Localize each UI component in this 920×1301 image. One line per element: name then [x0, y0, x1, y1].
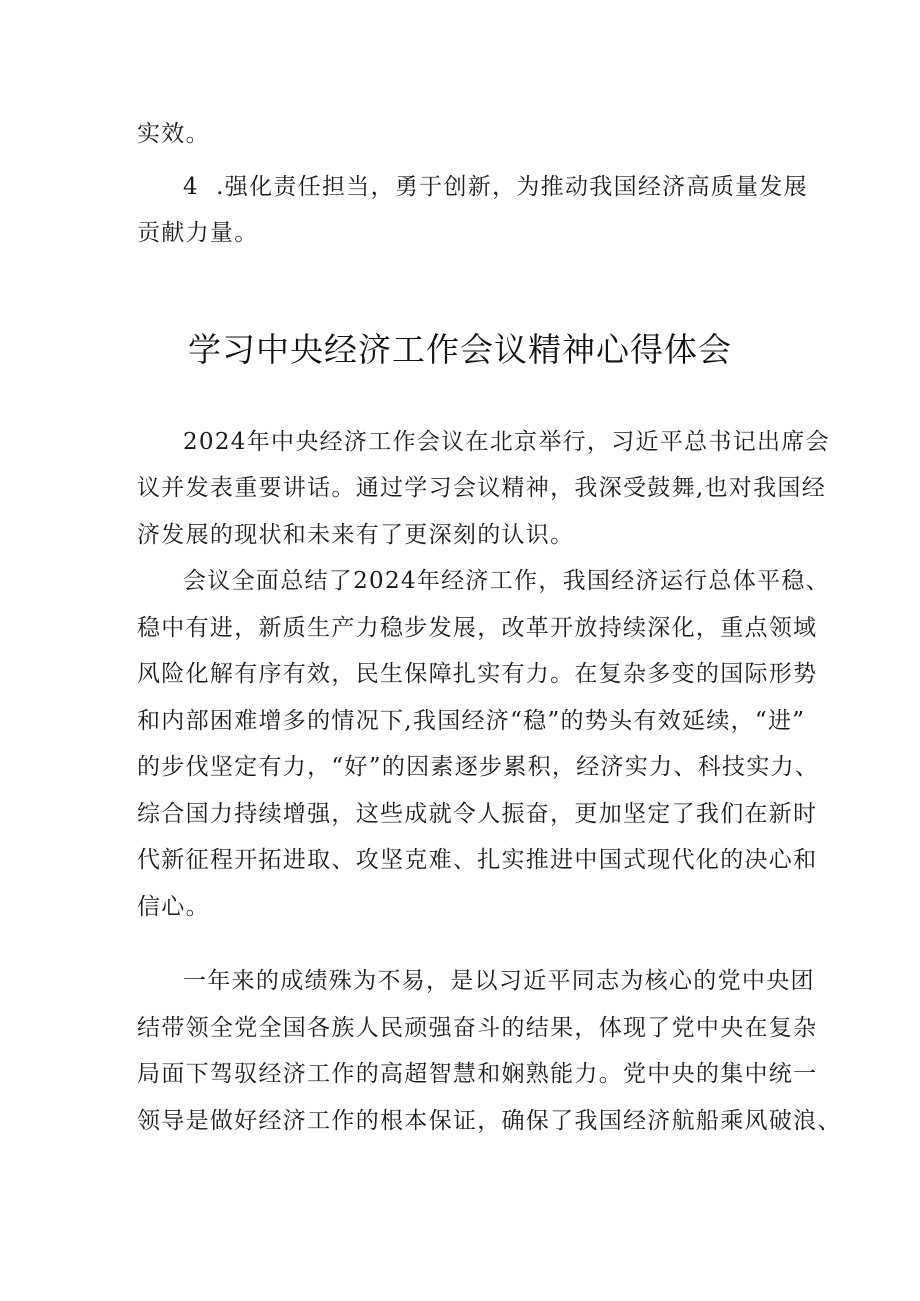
- paragraph-line: 信心。: [137, 894, 210, 920]
- paragraph-line: 一年来的成绩殊为不易，是以习近平同志为核心的党中央团: [183, 968, 815, 994]
- paragraph-line: 会议全面总结了2024年经济工作，我国经济运行总体平稳、: [183, 568, 830, 594]
- paragraph-line: 的步伐坚定有力，“好”的因素逐步累积，经济实力、科技实力、: [137, 754, 820, 780]
- paragraph-line: 综合国力持续增强，这些成就令人振奋，更加坚定了我们在新时: [137, 801, 818, 827]
- paragraph-line: 代新征程开拓进取、攻坚克难、扎实推进中国式现代化的决心和: [137, 847, 818, 873]
- paragraph-line: 稳中有进，新质生产力稳步发展，改革开放持续深化，重点领域: [137, 615, 818, 641]
- paragraph-line: 风险化解有序有效，民生保障扎实有力。在复杂多变的国际形势: [137, 661, 818, 687]
- list-item-4-line-2: 贡献力量。: [137, 220, 259, 246]
- list-item-4-line-1: 4 .强化责任担当，勇于创新，为推动我国经济高质量发展: [183, 174, 808, 200]
- paragraph-line: 2024年中央经济工作会议在北京举行，习近平总书记出席会: [183, 429, 830, 455]
- paragraph-line: 议并发表重要讲话。通过学习会议精神，我深受鼓舞,也对我国经: [137, 475, 827, 501]
- paragraph-line: 济发展的现状和未来有了更深刻的认识。: [137, 522, 575, 548]
- paragraph-line: 和内部困难增多的情况下,我国经济“稳”的势头有效延续，“进”: [137, 708, 806, 734]
- paragraph-line: 结带领全党全国各族人民顽强奋斗的结果，体现了党中央在复杂: [137, 1015, 818, 1041]
- paragraph-line: 局面下驾驭经济工作的高超智慧和娴熟能力。党中央的集中统一: [137, 1061, 818, 1087]
- document-title: 学习中央经济工作会议精神心得体会: [188, 330, 732, 369]
- carryover-line: 实效。: [137, 121, 210, 147]
- paragraph-line: 领导是做好经济工作的根本保证，确保了我国经济航船乘风破浪、: [137, 1108, 842, 1134]
